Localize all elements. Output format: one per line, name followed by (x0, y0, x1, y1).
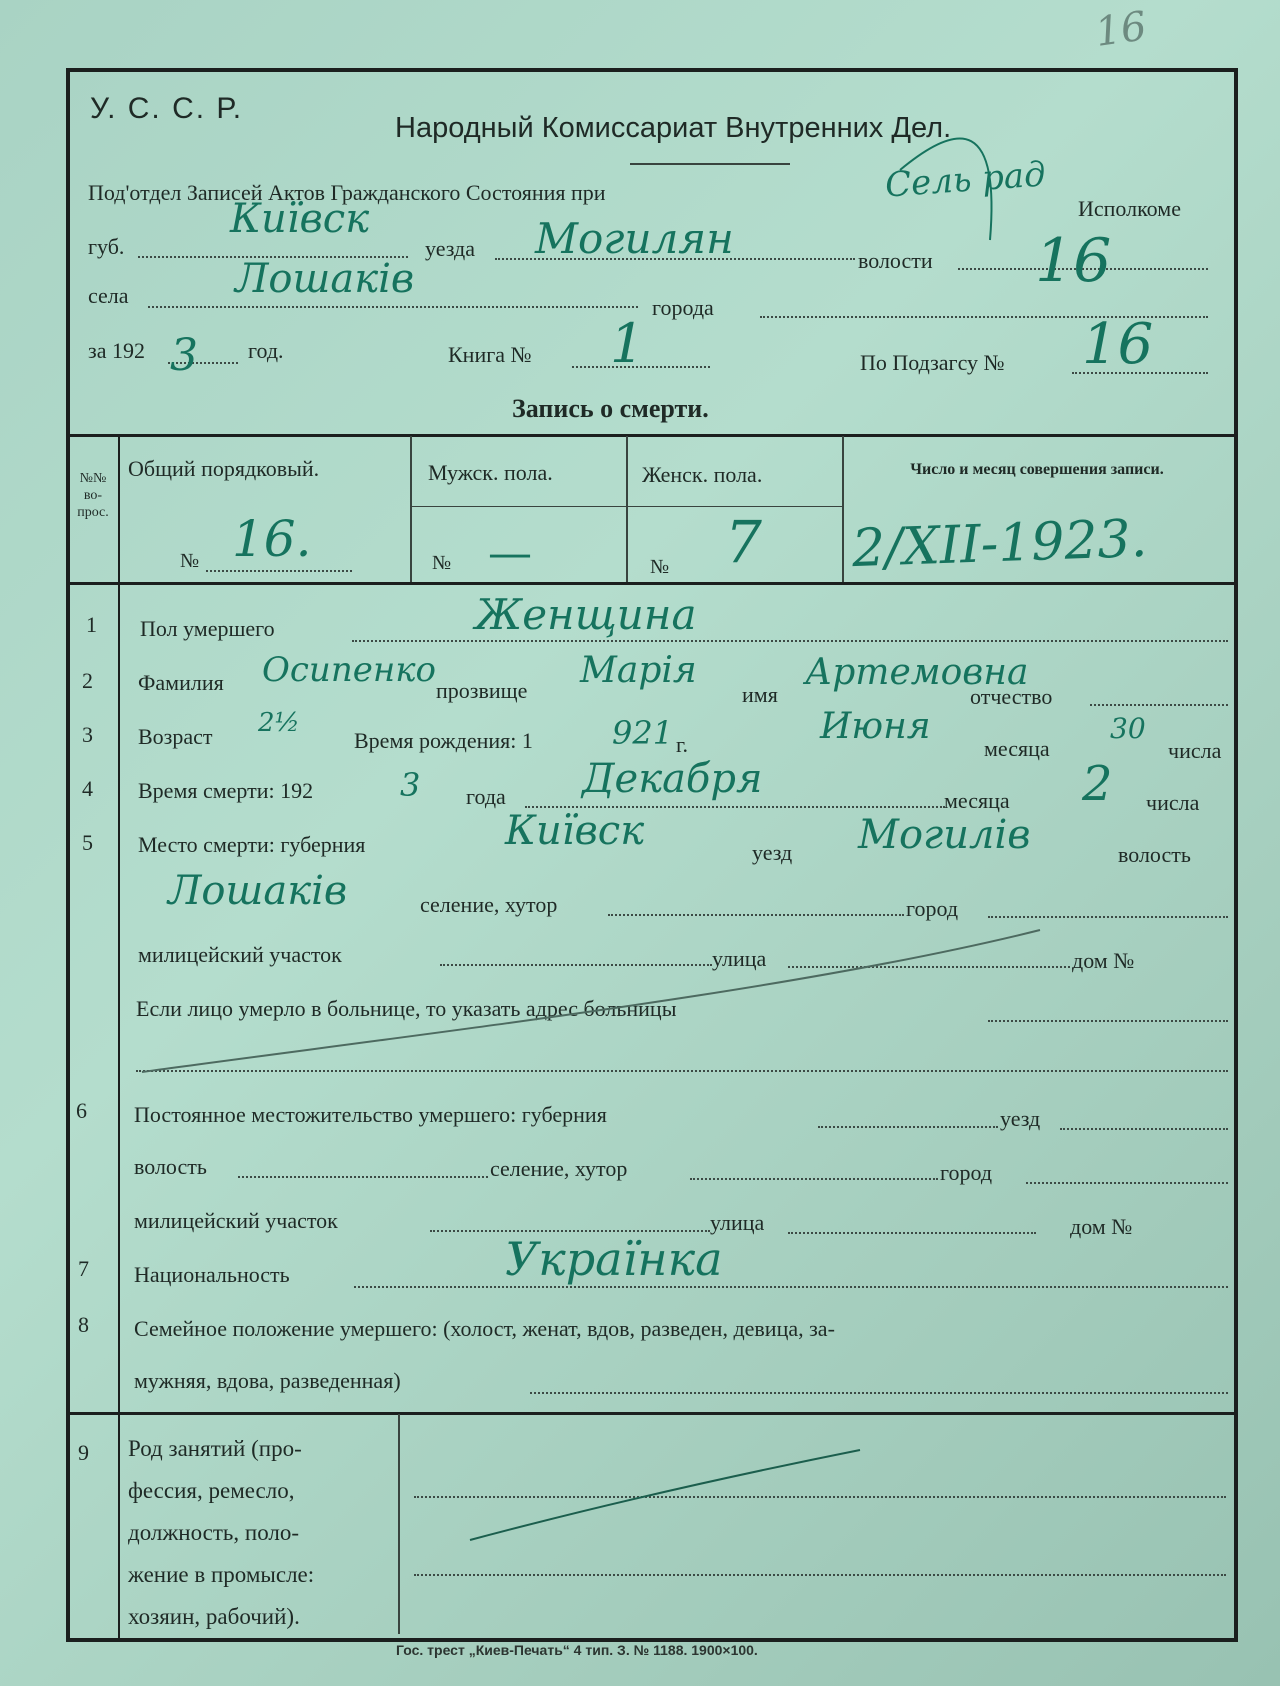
goroda-label: города (652, 295, 714, 320)
residence-volost-label: волость (134, 1154, 207, 1179)
marital-status-label: Семейное положение умершего: (холост, женат, вдов, разведен, девица, за- (134, 1316, 835, 1341)
birth-month-handwritten: Июня (820, 706, 931, 747)
row-2-number: 2 (82, 668, 93, 693)
surname-handwritten: Осипенко (262, 650, 437, 690)
subregistry-handwritten: 16 (1082, 312, 1154, 377)
age-handwritten: 2½ (258, 708, 300, 738)
birth-day-label: числа (1168, 738, 1222, 763)
death-month-label: месяца (944, 788, 1010, 813)
death-uezd-handwritten: Могилів (858, 812, 1031, 858)
hospital-label: Если лицо умерло в больнице, то указать адрес больницы (136, 996, 677, 1021)
death-militia-label: милицейский участок (138, 942, 342, 967)
general-number-header: Общий порядковый. (128, 456, 320, 481)
row-9-number: 9 (78, 1440, 89, 1465)
unused-stroke (600, 533, 720, 590)
death-place-label: Место смерти: губерния (138, 832, 366, 857)
nationality-handwritten: Українка (505, 1232, 723, 1286)
death-time-label: Время смерти: 192 (138, 778, 314, 803)
top-right-number-handwritten: 16 (1035, 226, 1112, 296)
name-handwritten: Артемовна (805, 652, 1029, 693)
death-street-label: улица (712, 946, 767, 971)
strike-occupation (470, 1450, 860, 1540)
patronymic-label: отчество (970, 684, 1053, 709)
commissariat-title: Народный Комиссариат Внутренних Дел. (395, 112, 952, 144)
death-gub-handwritten: Київск (505, 808, 645, 854)
gub-label: губ. (88, 234, 125, 259)
death-uezd-label: уезд (752, 840, 793, 865)
residence-selenie-label: селение, хутор (490, 1156, 628, 1181)
sela-label: села (88, 283, 129, 308)
occupation-label-line-4: жение в промысле: (128, 1562, 315, 1587)
row-1-number: 1 (86, 612, 97, 637)
residence-house-label: дом № (1070, 1214, 1133, 1239)
residence-militia-label: милицейский участок (134, 1208, 338, 1233)
surname-label: Фамилия (138, 670, 224, 695)
general-no-handwritten: 16. (232, 510, 312, 568)
general-no-sign: № (180, 550, 200, 572)
record-title: Запись о смерти. (512, 394, 709, 423)
occupation-label-line-5: хозяин, рабочий). (128, 1604, 300, 1629)
death-village-handwritten: Лошаків (168, 868, 348, 914)
occupation-label-line-3: должность, поло- (128, 1520, 300, 1545)
deceased-sex-handwritten: Женщина (475, 590, 697, 639)
residence-uezd-label: уезд (1000, 1106, 1041, 1131)
row-5-number: 5 (82, 830, 93, 855)
year-handwritten: 3 (170, 330, 198, 381)
death-day-label: числа (1146, 790, 1200, 815)
death-year-handwritten: 3 (400, 766, 421, 804)
council-flourish (900, 138, 992, 240)
record-date-header: Число и месяц совершения записи. (910, 461, 1164, 478)
death-day-handwritten: 2 (1082, 756, 1113, 812)
row-8-number: 8 (78, 1312, 89, 1337)
female-header: Женск. пола. (642, 462, 763, 487)
god-label: год. (248, 338, 284, 363)
female-no-sign: № (650, 556, 670, 578)
birth-month-label: месяца (984, 736, 1050, 761)
subregistry-label: По Подзагсу № (860, 350, 1005, 375)
marital-status-label-2: мужняя, вдова, разведенная) (134, 1368, 401, 1393)
archive-page-number: 16 (1092, 3, 1150, 56)
uezd-handwritten: Могилян (535, 214, 734, 263)
book-handwritten: 1 (610, 312, 645, 375)
female-no-handwritten: 7 (725, 508, 762, 576)
republic-title: У. С. С. Р. (90, 92, 244, 125)
male-no-handwritten: — (488, 528, 532, 579)
death-year-suffix: года (466, 784, 506, 809)
year-label: за 192 (88, 338, 145, 363)
question-number-header: №№ во- прос. (77, 471, 109, 520)
nickname-label: прозвище (436, 678, 528, 703)
male-no-sign: № (432, 552, 452, 574)
residence-street-label: улица (710, 1210, 765, 1235)
male-header: Мужск. пола. (428, 460, 553, 485)
row-7-number: 7 (78, 1256, 89, 1281)
occupation-label-line-2: фессия, ремесло, (128, 1478, 295, 1503)
name-label: имя (742, 682, 778, 707)
deceased-sex-label: Пол умершего (140, 616, 275, 641)
book-label: Книга № (448, 342, 532, 367)
subdept-label: Под'отдел Записей Актов Гражданского Состояния при (88, 180, 606, 205)
birth-year-handwritten: 921 (612, 714, 674, 752)
residence-label: Постоянное местожительство умершего: губерния (134, 1102, 607, 1127)
death-city-label: город (906, 896, 959, 921)
death-volost-label: волость (1118, 842, 1191, 867)
death-month-handwritten: Декабря (582, 756, 763, 802)
ispolkom-label: Исполкоме (1078, 196, 1181, 221)
row-6-number: 6 (76, 1098, 87, 1123)
death-selenie-label: селение, хутор (420, 892, 558, 917)
occupation-label-line-1: Род занятий (про- (128, 1436, 302, 1461)
birth-time-label: Время рождения: 1 (354, 728, 533, 753)
volost-label: волости (858, 248, 933, 273)
row-3-number: 3 (82, 722, 93, 747)
death-house-label: дом № (1072, 948, 1135, 973)
age-label: Возраст (138, 724, 213, 749)
residence-city-label: город (940, 1160, 993, 1185)
nationality-label: Национальность (134, 1262, 290, 1287)
strike-hospital (142, 930, 1040, 1072)
printer-imprint: Гос. трест „Киев-Печать“ 4 тип. З. № 1188. 1900×100. (396, 1642, 758, 1658)
nickname-handwritten: Марія (580, 650, 697, 691)
birth-year-suffix: г. (676, 732, 689, 757)
sela-handwritten: Лошаків (235, 256, 415, 302)
gub-handwritten: Київск (230, 196, 370, 242)
record-date-handwritten: 2/XII-1923. (851, 508, 1149, 580)
council-handwritten: Сель рад (883, 154, 1047, 206)
birth-day-handwritten: 30 (1110, 712, 1146, 745)
row-4-number: 4 (82, 776, 93, 801)
uezd-label: уезда (425, 236, 475, 261)
